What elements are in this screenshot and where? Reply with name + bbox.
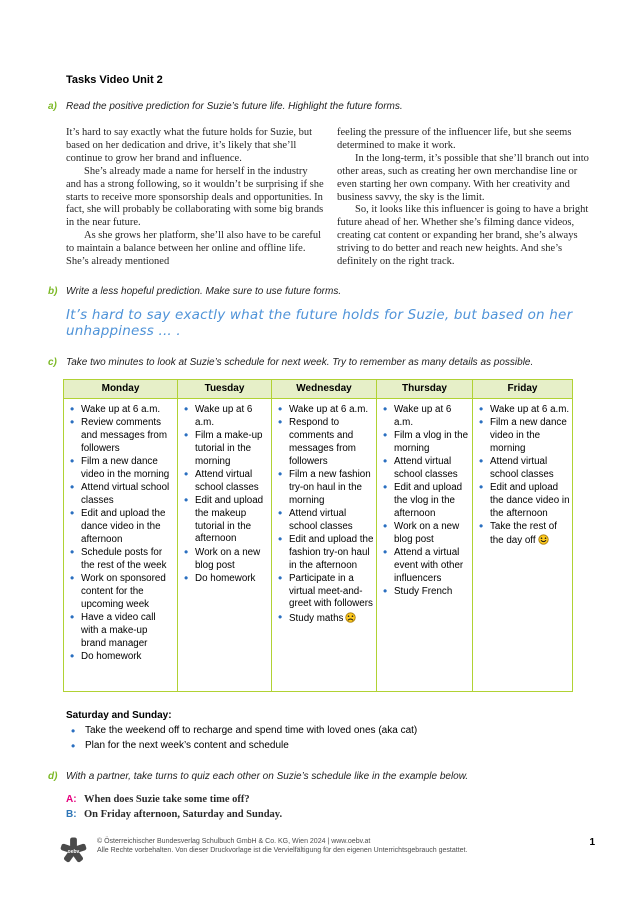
reading-column-right: [337, 127, 595, 269]
task-c: [48, 356, 597, 369]
schedule-item-text: Wake up at 6 a.m.: [289, 403, 369, 415]
schedule-item: [182, 495, 269, 546]
reading-passage: [66, 127, 597, 269]
schedule-item-text: Work on a new blog post: [195, 546, 261, 571]
schedule-item-text: Work on sponsored content for the upcoming week: [81, 573, 166, 610]
schedule-list: [276, 404, 374, 626]
passage-paragraph: So, it looks like this influencer is going to have a bright future ahead of her. Whether she’s filming dance videos, creating cat content or expanding her brand, she’s always striving to do better and reach new heights. And she’s definitely on the right track.: [337, 204, 589, 268]
schedule-item-text: Edit and upload the dance video in the afternoon: [81, 508, 166, 545]
schedule-item: [182, 573, 269, 586]
svg-text:oebv: oebv: [67, 849, 80, 856]
schedule-body-row: [64, 398, 573, 691]
schedule-item: [381, 482, 470, 520]
schedule-item-text: Film a new dance video in the morning: [81, 456, 170, 480]
schedule-item-text: Attend a virtual event with other influencers: [394, 547, 464, 584]
schedule-item-text: Participate in a virtual meet-and-greet with followers: [289, 572, 373, 610]
schedule-item: [276, 404, 374, 417]
schedule-item: [182, 430, 269, 468]
schedule-item-text: Wake up at 6 a.m.: [490, 403, 570, 415]
schedule-item-text: Study maths: [289, 612, 344, 624]
page-title: Tasks Video Unit 2: [66, 74, 163, 86]
schedule-item: [381, 456, 470, 482]
passage-paragraph: It’s hard to say exactly what the future holds for Suzie, but based on her dedication and drive, it’s likely that she’ll continue to grow her brand and influence.: [66, 127, 313, 164]
schedule-item: [68, 651, 175, 664]
dialogue-text: When does Suzie take some time off?: [84, 793, 250, 805]
schedule-item-text: Take the rest of the day off: [490, 521, 557, 546]
schedule-item: [68, 404, 175, 417]
schedule-item: [68, 547, 175, 573]
task-c-text: Take two minutes to look at Suzie’s schedule for next week. Try to remember as many details as possible.: [66, 356, 534, 368]
footer-line-2: Alle Rechte vorbehalten. Von dieser Druckvorlage ist die Vervielfältigung für den eigenen Unterrichtsgebrauch gestattet.: [97, 847, 468, 855]
schedule-item: [477, 404, 570, 417]
schedule-item: [477, 456, 570, 482]
page-number: 1: [589, 836, 595, 848]
weekend-heading: Saturday and Sunday:: [66, 709, 172, 721]
schedule-cell-wednesday: [272, 398, 377, 691]
task-d-text: With a partner, take turns to quiz each other on Suzie’s schedule like in the example below.: [66, 770, 469, 782]
happy-face-emoji-icon: [538, 534, 549, 545]
schedule-table: [63, 379, 573, 692]
schedule-item: [276, 612, 374, 626]
schedule-list: [381, 404, 470, 599]
schedule-item: [477, 521, 570, 548]
passage-paragraph: She’s already made a name for herself in the industry and has a strong following, so it wouldn’t be surprising if she starts to receive more sponsorship deals and opportunities. In fact, she will probably be collaborating with some big brands in the near future.: [66, 165, 324, 229]
schedule-item-text: Wake up at 6 a.m.: [394, 403, 452, 428]
sad-face-emoji-icon: [345, 612, 356, 623]
task-b-letter: b): [48, 285, 58, 297]
schedule-item-text: Do homework: [195, 572, 256, 584]
dialogue-row: [66, 807, 597, 823]
passage-paragraph: As she grows her platform, she’ll also have to be careful to maintain a balance between her online and offline life. She’s already mentioned: [66, 230, 322, 268]
handwritten-answer: It’s hard to say exactly what the future holds for Suzie, but based on her unhappiness ... .: [66, 306, 573, 339]
schedule-item: [182, 547, 269, 573]
schedule-header-row: [64, 379, 573, 398]
task-b: [48, 285, 597, 298]
schedule-item-text: Have a video call with a make-up brand manager: [81, 612, 156, 649]
weekend-section: [66, 710, 597, 754]
schedule-cell-thursday: [377, 398, 473, 691]
schedule-item: [276, 417, 374, 468]
dialogue-text: On Friday afternoon, Saturday and Sunday.: [84, 809, 283, 821]
schedule-item: [276, 508, 374, 534]
schedule-item: [381, 521, 470, 547]
oebv-logo: [60, 837, 87, 864]
page-footer: [60, 837, 597, 864]
schedule-day-header-tuesday: Tuesday: [178, 379, 272, 398]
dialogue-speaker-label: B:: [66, 809, 77, 821]
weekend-list: [66, 723, 597, 754]
schedule-item: [381, 404, 470, 430]
schedule-item-text: Attend virtual school classes: [490, 456, 554, 480]
schedule-item-text: Attend virtual school classes: [289, 507, 353, 532]
task-a: [48, 100, 597, 113]
schedule-item-text: Edit and upload the fashion try-on haul in the afternoon: [289, 533, 374, 571]
schedule-day-header-monday: Monday: [64, 379, 178, 398]
schedule-item: [68, 573, 175, 611]
task-b-text: Write a less hopeful prediction. Make sure to use future forms.: [66, 285, 342, 297]
passage-paragraph: In the long-term, it’s possible that she’ll branch out into other areas, such as creating her own merchandise line or even starting her own company. With her creativity and business savvy, the sky is the limit.: [337, 152, 589, 203]
schedule-item-text: Study French: [394, 586, 453, 598]
schedule-item-text: Edit and upload the makeup tutorial in the afternoon: [195, 495, 264, 545]
footer-text: [97, 837, 467, 856]
schedule-item-text: Work on a new blog post: [394, 521, 460, 545]
task-d-letter: d): [48, 770, 58, 782]
task-c-letter: c): [48, 356, 57, 368]
schedule-item-text: Film a new dance video in the morning: [490, 417, 567, 454]
schedule-item: [182, 469, 269, 495]
schedule-item-text: Edit and upload the vlog in the afternoon: [394, 482, 463, 519]
schedule-item: [68, 417, 175, 455]
schedule-item-text: Film a make-up tutorial in the morning: [195, 430, 263, 467]
schedule-cell-tuesday: [178, 398, 272, 691]
schedule-list: [182, 404, 269, 586]
schedule-item: [276, 469, 374, 507]
schedule-item-text: Review comments and messages from followers: [81, 417, 168, 454]
reading-column-left: [66, 127, 324, 269]
schedule-item: [68, 456, 175, 482]
passage-paragraph: feeling the pressure of the influencer life, but she seems determined to make it work.: [337, 127, 572, 151]
schedule-item-text: Wake up at 6 a.m.: [81, 403, 161, 415]
schedule-item: [276, 573, 374, 611]
schedule-item-text: Respond to comments and messages from followers: [289, 417, 356, 467]
weekend-item: • Take the weekend off to recharge and spend time with loved ones (aka cat): [66, 723, 597, 739]
schedule-day-header-thursday: Thursday: [377, 379, 473, 398]
schedule-cell-friday: [473, 398, 573, 691]
schedule-item: [381, 586, 470, 599]
schedule-item: [477, 417, 570, 455]
footer-line-1: © Österreichischer Bundesverlag Schulbuch GmbH & Co. KG, Wien 2024 | www.oebv.at: [97, 837, 371, 845]
schedule-item-text: Wake up at 6 a.m.: [195, 403, 253, 428]
task-a-text: Read the positive prediction for Suzie’s future life. Highlight the future forms.: [66, 101, 403, 112]
schedule-cell-monday: [64, 398, 178, 691]
schedule-day-header-wednesday: Wednesday: [272, 379, 377, 398]
schedule-item: [68, 508, 175, 546]
schedule-item: [381, 547, 470, 585]
schedule-item: [477, 482, 570, 520]
schedule-item: [276, 534, 374, 572]
schedule-item-text: Film a vlog in the morning: [394, 430, 469, 454]
schedule-item-text: Attend virtual school classes: [195, 468, 259, 493]
dialogue-row: [66, 792, 597, 808]
schedule-list: [477, 404, 570, 548]
schedule-item-text: Edit and upload the dance video in the afternoon: [490, 482, 570, 519]
schedule-item: [381, 430, 470, 456]
schedule-item: [182, 404, 269, 430]
dialogue-speaker-label: A:: [66, 793, 77, 805]
task-d: [48, 770, 597, 783]
schedule-item-text: Do homework: [81, 651, 142, 663]
schedule-day-header-friday: Friday: [473, 379, 573, 398]
schedule-item-text: Attend virtual school classes: [394, 456, 458, 480]
example-dialogue: [66, 792, 597, 823]
schedule-item: [68, 612, 175, 650]
task-a-letter: a): [48, 101, 57, 112]
schedule-item-text: Schedule posts for the rest of the week: [81, 547, 167, 572]
schedule-list: [68, 404, 175, 664]
schedule-item: [68, 482, 175, 508]
schedule-item-text: Film a new fashion try-on haul in the morning: [289, 468, 371, 506]
weekend-item: • Plan for the next week’s content and schedule: [66, 738, 597, 754]
schedule-item-text: Attend virtual school classes: [81, 482, 170, 507]
